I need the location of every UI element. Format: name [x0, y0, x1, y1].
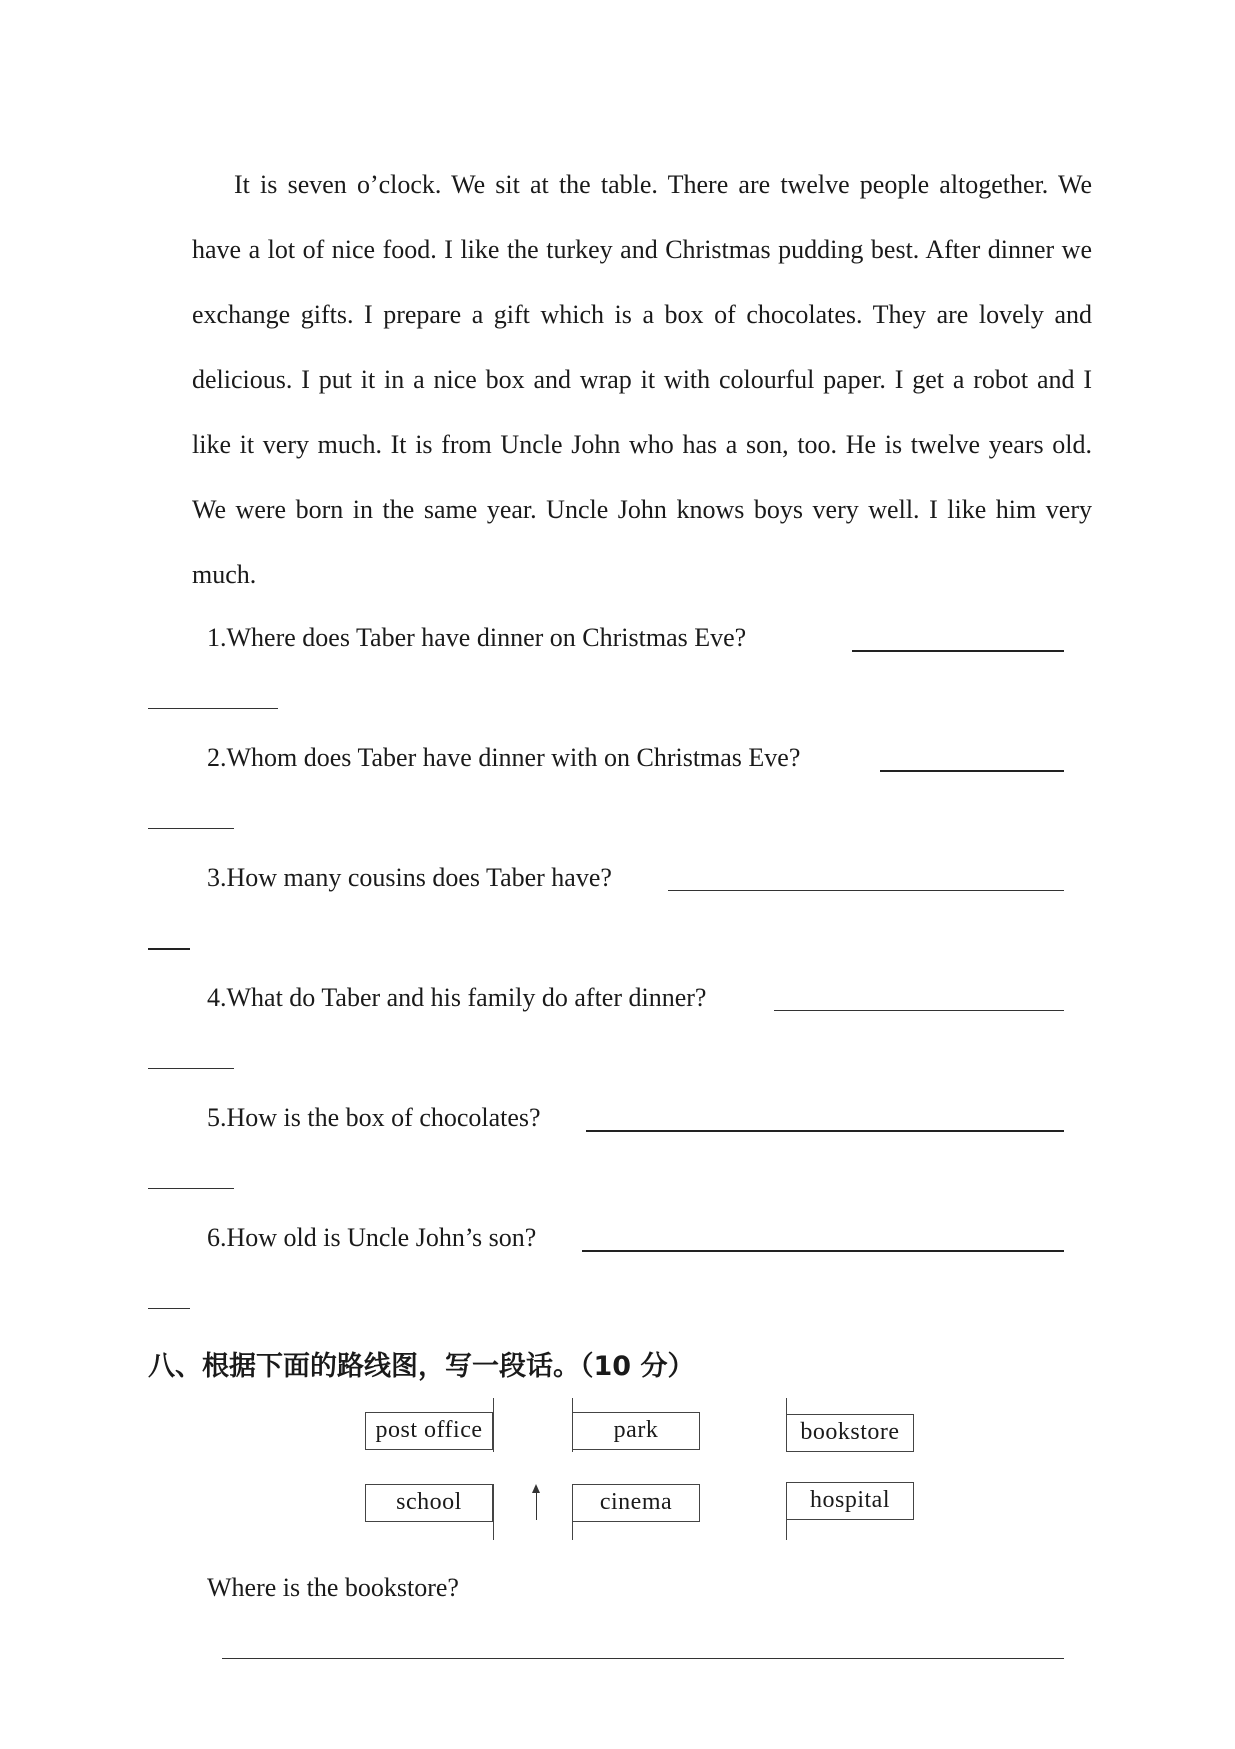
place-cinema: cinema — [572, 1484, 700, 1522]
question-4: 4.What do Taber and his family do after dinner? — [207, 983, 707, 1012]
answer-line-2b[interactable] — [148, 828, 234, 829]
road-line — [786, 1482, 787, 1540]
answer-line-4a[interactable] — [774, 1010, 1064, 1011]
answer-line-1b[interactable] — [148, 708, 278, 709]
question-1: 1.Where does Taber have dinner on Christmas Eve? — [207, 623, 747, 652]
up-arrow-icon — [536, 1486, 537, 1520]
final-question: Where is the bookstore? — [207, 1573, 459, 1602]
answer-line-5b[interactable] — [148, 1188, 234, 1189]
road-line — [493, 1484, 494, 1540]
road-line — [493, 1398, 494, 1452]
question-2: 2.Whom does Taber have dinner with on Christmas Eve? — [207, 743, 801, 772]
reading-passage: It is seven o’clock. We sit at the table. There are twelve people altogether. We have a lot of nice food. I like the turkey and Christmas pudding best. After dinner we exchange gifts. I prepare a gift which is a box of chocolates. They are lovely and delicious. I put it in a nice box and wrap it with colourful paper. I get a robot and I like it very much. It is from Uncle John who has a son, too. He is twelve years old. We were born in the same year. Uncle John knows boys very well. I like him very much. — [192, 170, 1092, 589]
road-line — [572, 1398, 573, 1452]
question-3: 3.How many cousins does Taber have? — [207, 863, 612, 892]
answer-line-6a[interactable] — [582, 1250, 1064, 1252]
question-6: 6.How old is Uncle John’s son? — [207, 1223, 537, 1252]
road-line — [786, 1398, 787, 1452]
answer-line-2a[interactable] — [880, 770, 1064, 772]
road-line — [572, 1484, 573, 1540]
answer-line-3a[interactable] — [668, 890, 1064, 891]
answer-line-1a[interactable] — [852, 650, 1064, 652]
question-5: 5.How is the box of chocolates? — [207, 1103, 541, 1132]
place-bookstore: bookstore — [786, 1414, 914, 1452]
place-park: park — [572, 1412, 700, 1450]
answer-line-4b[interactable] — [148, 1068, 234, 1069]
answer-line-5a[interactable] — [586, 1130, 1064, 1132]
final-answer-line[interactable] — [222, 1658, 1064, 1659]
answer-line-6b[interactable] — [148, 1308, 190, 1309]
place-post-office: post office — [365, 1412, 493, 1450]
place-hospital: hospital — [786, 1482, 914, 1520]
answer-line-3b[interactable] — [148, 948, 190, 950]
section-heading: 八、根据下面的路线图，写一段话。（10 分） — [148, 1351, 695, 1382]
place-school: school — [365, 1484, 493, 1522]
